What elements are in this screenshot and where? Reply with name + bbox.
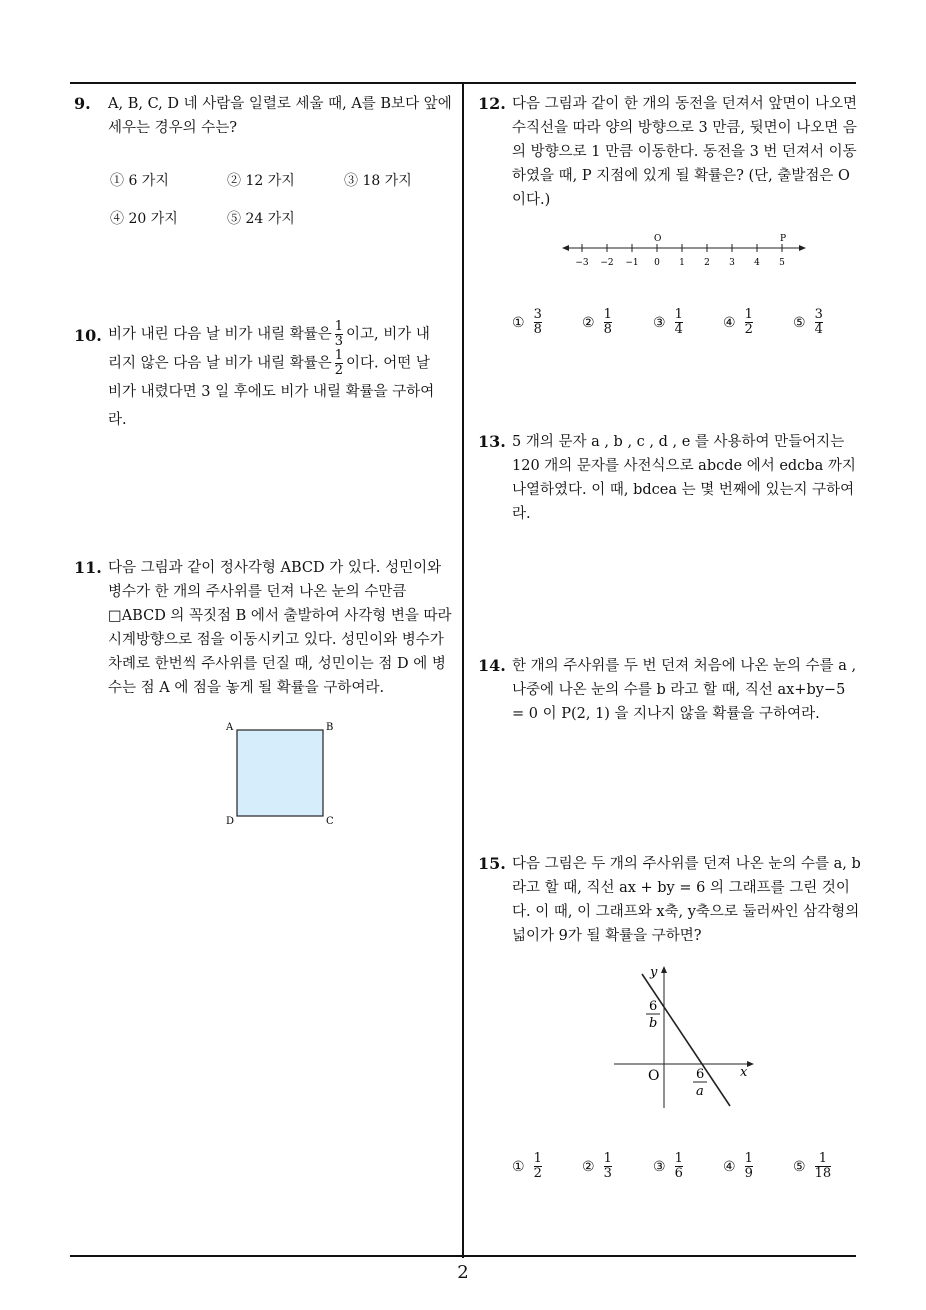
number-line-figure (560, 228, 810, 272)
question-number: 13. (478, 432, 506, 451)
question-number: 14. (478, 656, 506, 675)
option-5[interactable] (793, 1152, 834, 1181)
option-1[interactable] (512, 1152, 545, 1181)
tick-label: −1 (625, 258, 639, 268)
option-5[interactable]: ⑤ 24 가지 (227, 211, 295, 227)
vertex-c-label: C (326, 816, 334, 827)
option-4[interactable]: ④ 20 가지 (110, 211, 178, 227)
option-mark: ⑤ (793, 1158, 806, 1175)
right-arrow (799, 245, 806, 251)
question-9 (74, 92, 456, 140)
question-text: A, B, C, D 네 사람을 일렬로 세울 때, A를 B보다 앞에 세우는 경우의 수는? (108, 96, 452, 136)
option-mark: ④ (723, 314, 736, 331)
question-number: 9. (74, 94, 91, 113)
y-axis-arrow (661, 966, 667, 973)
option-2[interactable]: ② 12 가지 (227, 173, 295, 189)
option-mark: ③ (653, 314, 666, 331)
question-number: 11. (74, 558, 102, 577)
graph-line (642, 974, 730, 1106)
option-5[interactable] (793, 308, 826, 337)
option-2[interactable] (582, 1152, 615, 1181)
option-fraction: $\frac{3}{4}$ (814, 307, 823, 337)
option-1[interactable] (512, 308, 545, 337)
option-mark: ① (512, 1158, 525, 1175)
x-axis-arrow (747, 1061, 754, 1067)
option-2[interactable] (582, 308, 615, 337)
question-text: 다음 그림과 같이 정사각형 ABCD 가 있다. 성민이와 병수가 한 개의 주사위를 던져 나온 눈의 수만큼 □ABCD 의 꼭짓점 B 에서 출발하여 사각형 변을 따라 시계방향으로 점을 이동시키고 있다. 성민이와 병수가 차례로 한번씩 주사위를 던질 때, 성민이는 점 D 에 병수는 점 A 에 점을 놓게 될 확률을 구하여라. (108, 560, 452, 696)
option-3[interactable]: ③ 18 가지 (344, 173, 412, 189)
tick-label: 4 (754, 258, 760, 268)
y-intercept-denominator: b (649, 1016, 658, 1031)
option-1[interactable]: ① 6 가지 (110, 173, 169, 189)
question-text: 5 개의 문자 a , b , c , d , e 를 사용하여 만들어지는 120 개의 문자를 사전식으로 abcde 에서 edcba 까지 나열하였다. 이 때, bdcea 는 몇 번째에 있는지 구하여라. (512, 434, 856, 522)
tick-label: 3 (729, 258, 735, 268)
tick-label: 0 (654, 258, 660, 268)
option-fraction: $\frac{3}{8}$ (533, 307, 542, 337)
option-4[interactable] (723, 308, 756, 337)
point-p-label: P (780, 234, 787, 244)
option-mark: ⑤ (793, 314, 806, 331)
x-intercept-numerator: 6 (696, 1067, 705, 1082)
question-text: 비가 내린 다음 날 비가 내릴 확률은 $\frac{1}{3}$ 이고, 비가 내 리지 않은 다음 날 비가 내릴 확률은 $\frac{1}{2}$ 이다. 어떤 날 비가 내렸다면 3 일 후에도 비가 내릴 확률을 구하여 라. (108, 319, 435, 428)
vertex-d-label: D (226, 816, 235, 827)
square-abcd (237, 730, 323, 816)
origin-label: O (648, 1068, 660, 1084)
question-12 (478, 92, 862, 212)
option-mark: ④ (723, 1158, 736, 1175)
tick-label: 5 (779, 258, 785, 268)
question-text: 다음 그림은 두 개의 주사위를 던져 나온 눈의 수를 a, b 라고 할 때, 직선 ax + by = 6 의 그래프를 그린 것이다. 이 때, 이 그래프와 x축, y축으로 둘러싸인 삼각형의 넓이가 9가 될 확률을 구하면? (512, 856, 861, 944)
option-3[interactable] (653, 1152, 686, 1181)
question-10 (74, 320, 456, 434)
left-arrow (562, 245, 569, 251)
option-fraction: $\frac{1}{2}$ (533, 1151, 542, 1181)
bottom-rule (70, 1255, 856, 1257)
y-intercept-numerator: 6 (649, 999, 658, 1014)
tick-label: −2 (600, 258, 614, 268)
option-mark: ① (512, 314, 525, 331)
column-divider (462, 82, 464, 1258)
question-text: 한 개의 주사위를 두 번 던져 처음에 나온 눈의 수를 a , 나중에 나온 눈의 수를 b 라고 할 때, 직선 ax+by−5 = 0 이 P(2, 1) 을 지나지 않을 확률을 구하여라. (512, 658, 857, 722)
option-mark: ② (582, 1158, 595, 1175)
tick-label: −3 (575, 258, 589, 268)
question-text: 다음 그림과 같이 한 개의 동전을 던져서 앞면이 나오면 수직선을 따라 양의 방향으로 3 만큼, 뒷면이 나오면 음의 방향으로 1 만큼 이동한다. 동전을 3 번 던져서 이동하였을 때, P 지점에 있게 될 확률은? (단, 출발점은 O 이다.) (512, 96, 858, 208)
question-number: 15. (478, 854, 506, 873)
question-number: 12. (478, 94, 506, 113)
vertex-a-label: A (226, 722, 234, 733)
tick-label: 1 (679, 258, 685, 268)
option-fraction: $\frac{1}{2}$ (744, 307, 753, 337)
option-fraction: $\frac{1}{4}$ (674, 307, 683, 337)
fraction: $\frac{1}{2}$ (334, 348, 344, 378)
question-14 (478, 654, 862, 726)
option-3[interactable] (653, 308, 686, 337)
page-number: 2 (457, 1262, 469, 1283)
fraction: $\frac{1}{3}$ (334, 319, 344, 349)
question-11 (74, 556, 456, 700)
option-mark: ② (582, 314, 595, 331)
tick-label: 2 (704, 258, 710, 268)
y-axis-label: y (650, 965, 658, 980)
line-graph-figure (600, 958, 770, 1118)
option-fraction: $\frac{1}{9}$ (744, 1151, 753, 1181)
option-mark: ③ (653, 1158, 666, 1175)
question-15 (478, 852, 862, 948)
x-axis-label: x (740, 1065, 748, 1080)
option-fraction: $\frac{1}{8}$ (603, 307, 612, 337)
square-abcd-figure (220, 718, 340, 828)
x-intercept-denominator: a (696, 1084, 704, 1099)
option-fraction: $\frac{1}{6}$ (674, 1151, 683, 1181)
question-number: 10. (74, 326, 102, 345)
option-4[interactable] (723, 1152, 756, 1181)
origin-o-label: O (654, 234, 662, 244)
option-fraction: $\frac{1}{18}$ (814, 1151, 832, 1181)
option-fraction: $\frac{1}{3}$ (603, 1151, 612, 1181)
question-13 (478, 430, 862, 526)
vertex-b-label: B (326, 722, 334, 733)
